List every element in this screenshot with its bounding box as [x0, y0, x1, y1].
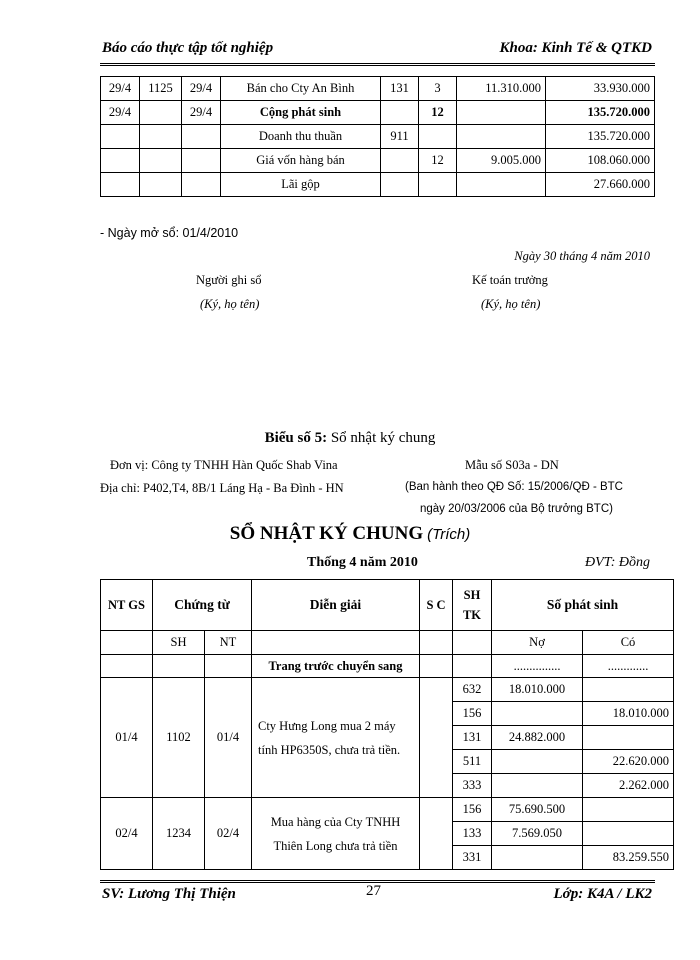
- signer-right-title: Kế toán trưởng: [472, 273, 548, 287]
- journal-row: [101, 798, 674, 822]
- ledger-cell: 1125: [140, 77, 182, 101]
- ledger-cell: 9.005.000: [457, 149, 546, 173]
- footer-student: SV: Lương Thị Thiện: [102, 886, 236, 902]
- ledger-cell: Lãi gộp: [221, 173, 381, 197]
- entry-debit: [492, 846, 583, 870]
- ledger-row: [101, 173, 655, 197]
- ledger-cell: [457, 125, 546, 149]
- carry-co: .............: [583, 655, 674, 678]
- ledger-body: [101, 77, 655, 197]
- entry-debit: 75.690.500: [492, 798, 583, 822]
- sign-date: Ngày 30 tháng 4 năm 2010: [514, 249, 650, 263]
- signer-right-note: (Ký, họ tên): [481, 297, 541, 311]
- entry-credit: [583, 798, 674, 822]
- ledger-cell: 29/4: [182, 77, 221, 101]
- ledger-cell: Doanh thu thuần: [221, 125, 381, 149]
- entry-credit: 2.262.000: [583, 774, 674, 798]
- footer-class: Lớp: K4A / LK2: [553, 886, 652, 902]
- col-co: Có: [583, 631, 674, 655]
- ledger-cell: [182, 173, 221, 197]
- entry-credit: [583, 678, 674, 702]
- col-nt: NT: [205, 631, 252, 655]
- col-chung-tu: Chứng từ: [153, 580, 252, 631]
- entry-credit: [583, 822, 674, 846]
- ledger-cell: [140, 149, 182, 173]
- entry-credit: [583, 726, 674, 750]
- col-dien-giai: Diễn giải: [252, 580, 420, 631]
- ledger-cell: 11.310.000: [457, 77, 546, 101]
- entry-description: Cty Hưng Long mua 2 máy tính HP6350S, chưa trả tiền.: [252, 678, 420, 798]
- subhead-empty: [453, 631, 492, 655]
- carry-empty: [453, 655, 492, 678]
- journal-body: [101, 580, 674, 678]
- ledger-cell: Giá vốn hàng bán: [221, 149, 381, 173]
- footer-page-number: 27: [366, 883, 381, 899]
- subhead-empty: [252, 631, 420, 655]
- entry-debit: 18.010.000: [492, 678, 583, 702]
- col-sc: S C: [420, 580, 453, 631]
- ledger-cell: [140, 101, 182, 125]
- col-nt-gs: NT GS: [101, 580, 153, 631]
- entry-sc: [420, 798, 453, 870]
- carry-empty: [153, 655, 205, 678]
- col-shtk: SH TK: [453, 580, 492, 631]
- signer-left-note: (Ký, họ tên): [200, 297, 260, 311]
- ledger-row: [101, 77, 655, 101]
- ledger-cell: Bán cho Cty An Bình: [221, 77, 381, 101]
- issued-line-2: ngày 20/03/2006 của Bộ trưởng BTC): [420, 503, 613, 515]
- ledger-cell: [140, 125, 182, 149]
- ledger-cell: 911: [381, 125, 419, 149]
- address-line: Địa chỉ: P402,T4, 8B/1 Láng Hạ - Ba Đình - HN: [100, 481, 344, 495]
- journal-entries: [101, 678, 674, 870]
- ledger-cell: 29/4: [182, 101, 221, 125]
- carry-empty: [205, 655, 252, 678]
- ledger-cell: [381, 149, 419, 173]
- open-date: - Ngày mở sổ: 01/4/2010: [100, 226, 239, 240]
- ledger-cell: 29/4: [101, 77, 140, 101]
- entry-account: 133: [453, 822, 492, 846]
- ledger-cell: [182, 125, 221, 149]
- entry-account: 156: [453, 702, 492, 726]
- ledger-cell: [140, 173, 182, 197]
- ledger-cell: [419, 173, 457, 197]
- header-divider: [100, 63, 655, 66]
- form-caption-label: Biểu số 5:: [264, 430, 328, 446]
- entry-credit: 83.259.550: [583, 846, 674, 870]
- ledger-cell: 135.720.000: [546, 101, 655, 125]
- ledger-cell: [381, 101, 419, 125]
- ledger-cell: [101, 149, 140, 173]
- journal-title-sub: (Trích): [427, 526, 471, 543]
- ledger-cell: 12: [419, 101, 457, 125]
- entry-account: 632: [453, 678, 492, 702]
- journal-title: SỔ NHẬT KÝ CHUNG: [229, 523, 424, 544]
- issued-line-1: (Ban hành theo QĐ Số: 15/2006/QĐ - BTC: [405, 481, 623, 493]
- entry-doc-date: 01/4: [205, 678, 252, 798]
- ledger-cell: [381, 173, 419, 197]
- entry-description: Mua hàng của Cty TNHH Thiên Long chưa trả tiền: [252, 798, 420, 870]
- entry-account: 131: [453, 726, 492, 750]
- entry-credit: 18.010.000: [583, 702, 674, 726]
- entry-account: 511: [453, 750, 492, 774]
- entry-account: 331: [453, 846, 492, 870]
- col-sh: SH: [153, 631, 205, 655]
- form-caption-text: Sổ nhật ký chung: [327, 430, 436, 446]
- ledger-row: [101, 149, 655, 173]
- unit-line: Đơn vị: Công ty TNHH Hàn Quốc Shab Vina: [110, 458, 338, 472]
- entry-credit: 22.620.000: [583, 750, 674, 774]
- entry-debit: [492, 702, 583, 726]
- entry-debit: [492, 774, 583, 798]
- header-report-title: Báo cáo thực tập tốt nghiệp: [102, 40, 274, 56]
- journal-month: Thống 4 năm 2010: [307, 555, 418, 570]
- form-number: Mẫu số S03a - DN: [465, 458, 559, 472]
- header-faculty: Khoa: Kinh Tế & QTKD: [499, 40, 652, 56]
- ledger-cell: [457, 101, 546, 125]
- ledger-cell: 29/4: [101, 101, 140, 125]
- carry-empty: [420, 655, 453, 678]
- ledger-cell: 33.930.000: [546, 77, 655, 101]
- entry-date: 01/4: [101, 678, 153, 798]
- signer-left-title: Người ghi sổ: [196, 273, 262, 287]
- ledger-row: [101, 125, 655, 149]
- col-so-phat-sinh: Số phát sinh: [492, 580, 674, 631]
- carry-label: Trang trước chuyển sang: [252, 655, 420, 678]
- col-no: Nợ: [492, 631, 583, 655]
- entry-doc-number: 1234: [153, 798, 205, 870]
- journal-table: [100, 579, 674, 870]
- entry-debit: [492, 750, 583, 774]
- ledger-cell: [101, 173, 140, 197]
- ledger-cell: 135.720.000: [546, 125, 655, 149]
- currency-unit: ĐVT: Đồng: [585, 555, 650, 570]
- ledger-cell: 3: [419, 77, 457, 101]
- ledger-table: [100, 76, 655, 197]
- ledger-row: [101, 101, 655, 125]
- entry-account: 156: [453, 798, 492, 822]
- ledger-cell: [457, 173, 546, 197]
- entry-debit: 24.882.000: [492, 726, 583, 750]
- subhead-empty: [101, 631, 153, 655]
- journal-title-wrap: [0, 523, 700, 545]
- entry-sc: [420, 678, 453, 798]
- ledger-cell: 108.060.000: [546, 149, 655, 173]
- ledger-cell: [182, 149, 221, 173]
- entry-date: 02/4: [101, 798, 153, 870]
- form-caption: [0, 430, 700, 447]
- carry-no: ...............: [492, 655, 583, 678]
- entry-debit: 7.569.050: [492, 822, 583, 846]
- ledger-cell: 12: [419, 149, 457, 173]
- entry-account: 333: [453, 774, 492, 798]
- entry-doc-number: 1102: [153, 678, 205, 798]
- entry-doc-date: 02/4: [205, 798, 252, 870]
- ledger-cell: [419, 125, 457, 149]
- subhead-empty: [420, 631, 453, 655]
- ledger-cell: 27.660.000: [546, 173, 655, 197]
- carry-empty: [101, 655, 153, 678]
- ledger-cell: 131: [381, 77, 419, 101]
- journal-row: [101, 678, 674, 702]
- ledger-cell: Cộng phát sinh: [221, 101, 381, 125]
- ledger-cell: [101, 125, 140, 149]
